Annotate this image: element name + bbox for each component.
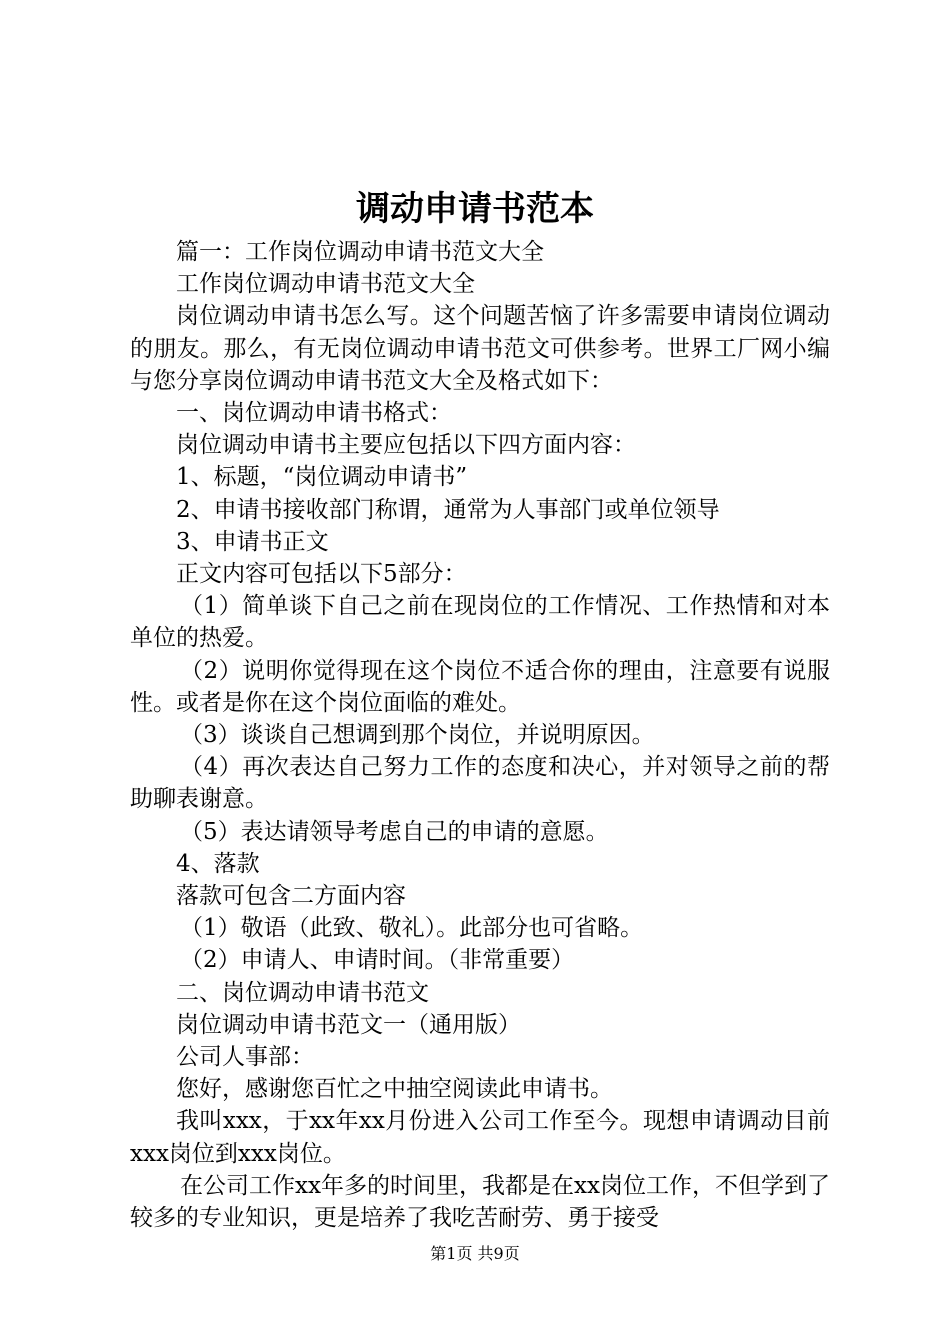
paragraph: （5）表达请领导考虑自己的申请的意愿。 xyxy=(180,818,609,845)
paragraph: 4、落款 xyxy=(176,850,260,877)
paragraph: （2）申请人、申请时间。（非常重要） xyxy=(180,947,575,974)
paragraph: 您好，感谢您百忙之中抽空阅读此申请书。 xyxy=(176,1076,613,1103)
paragraph: （4）再次表达自己努力工作的态度和决心，并对领导之前的帮助聊表谢意。 xyxy=(130,754,830,813)
paragraph: 1、标题，“岗位调动申请书” xyxy=(176,464,468,491)
paragraph: 落款可包含二方面内容 xyxy=(176,883,406,910)
paragraph: 岗位调动申请书怎么写。这个问题苦恼了许多需要申请岗位调动的朋友。那么，有无岗位调动申请书范文可供参考。世界工厂网小编与您分享岗位调动申请书范文大全及格式如下： xyxy=(130,303,830,394)
paragraph: 正文内容可包括以下5部分： xyxy=(176,561,467,588)
document-body xyxy=(130,236,830,1234)
page-footer: 第1页 共9页 xyxy=(430,1244,520,1263)
paragraph: （3）谈谈自己想调到那个岗位，并说明原因。 xyxy=(180,722,655,749)
paragraph: 在公司工作xx年多的时间里，我都是在xx岗位工作，不但学到了较多的专业知识，更是培养了我吃苦耐劳、勇于接受 xyxy=(130,1172,830,1232)
paragraph: （1）敬语（此致、敬礼）。此部分也可省略。 xyxy=(180,915,644,942)
paragraph: （2）说明你觉得现在这个岗位不适合你的理由，注意要有说服性。或者是你在这个岗位面临的难处。 xyxy=(130,657,830,716)
paragraph: 工作岗位调动申请书范文大全 xyxy=(176,271,475,298)
paragraph: 岗位调动申请书主要应包括以下四方面内容： xyxy=(176,432,636,459)
paragraph: 公司人事部： xyxy=(176,1044,314,1071)
paragraph: 2、申请书接收部门称谓，通常为人事部门或单位领导 xyxy=(176,496,720,523)
paragraph: 二、岗位调动申请书范文 xyxy=(176,979,429,1006)
paragraph: （1）简单谈下自己之前在现岗位的工作情况、工作热情和对本单位的热爱。 xyxy=(130,593,830,652)
paragraph: 一、岗位调动申请书格式： xyxy=(176,400,452,427)
document-title: 调动申请书范本 xyxy=(356,189,594,229)
paragraph: 岗位调动申请书范文一（通用版） xyxy=(176,1011,521,1038)
paragraph: 我叫xxx，于xx年xx月份进入公司工作至今。现想申请调动目前xxx岗位到xxx岗位。 xyxy=(130,1108,830,1167)
paragraph: 篇一：工作岗位调动申请书范文大全 xyxy=(176,239,544,265)
paragraph: 3、申请书正文 xyxy=(176,528,329,555)
